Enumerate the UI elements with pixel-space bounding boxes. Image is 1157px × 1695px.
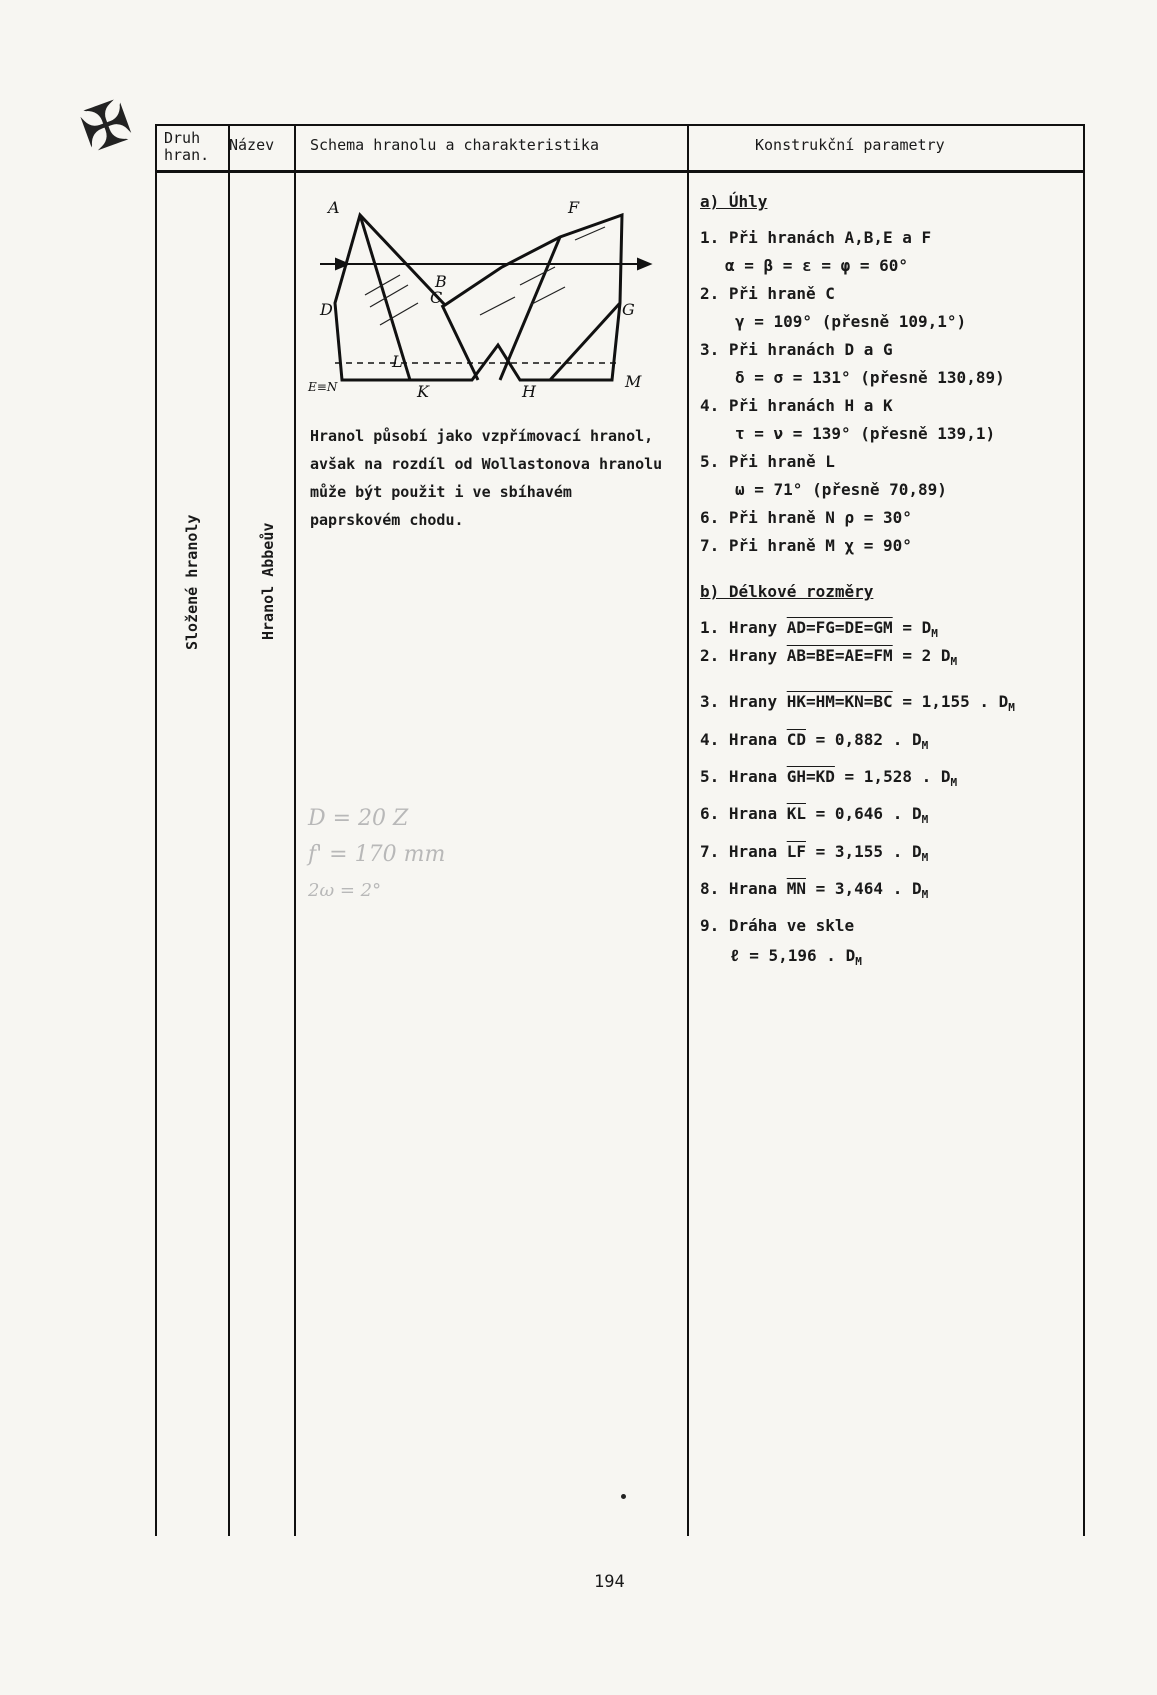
page-corner-mark: ✠ bbox=[71, 85, 141, 167]
ink-dot bbox=[621, 1494, 626, 1499]
length-label: Hrana bbox=[728, 730, 778, 749]
path-value-line bbox=[730, 946, 862, 968]
length-row-8 bbox=[700, 879, 928, 901]
length-num: 3. bbox=[700, 692, 720, 711]
length-value: = 2 D bbox=[902, 646, 951, 665]
length-num: 6. bbox=[700, 804, 720, 823]
header-nazev: Název bbox=[229, 136, 275, 154]
angle-line-3: 2. Při hraně C bbox=[700, 284, 835, 303]
label-B: B bbox=[435, 272, 447, 291]
length-edges: $\overline{MN}$ bbox=[786, 879, 806, 898]
length-sub: M bbox=[1008, 701, 1015, 714]
prism-diagram bbox=[308, 195, 670, 410]
label-H: H bbox=[522, 382, 536, 401]
pencil-note-1: D = 20 Z bbox=[308, 806, 409, 831]
length-label: Hrana bbox=[728, 842, 778, 861]
length-edges: HK=HM=KN=BC bbox=[786, 692, 893, 711]
length-row-6 bbox=[700, 804, 928, 826]
length-edges: AD=FG=DE=GM bbox=[786, 618, 893, 637]
length-row-1 bbox=[700, 618, 938, 640]
label-M: M bbox=[625, 372, 642, 391]
row-nazev-label: Hranol Abbeův bbox=[259, 522, 277, 640]
prism-outline bbox=[335, 215, 622, 380]
length-value: = 1,528 . D bbox=[844, 767, 951, 786]
col-border-2 bbox=[294, 124, 296, 1536]
angle-line-12: 7. Při hraně M χ = 90° bbox=[700, 536, 912, 555]
angle-line-2: α = β = ε = φ = 60° bbox=[725, 256, 909, 275]
length-sub: M bbox=[950, 776, 958, 789]
label-F: F bbox=[568, 198, 580, 217]
angle-line-11: 6. Při hraně N ρ = 30° bbox=[700, 508, 912, 527]
length-value: = D bbox=[902, 618, 932, 637]
length-edges: $\overline{CD}$ bbox=[786, 730, 806, 749]
length-num: 7. bbox=[700, 842, 720, 861]
angle-line-4: γ = 109° (přesně 109,1°) bbox=[735, 312, 967, 331]
page-number: 194 bbox=[594, 1572, 625, 1592]
angle-line-1: 1. Při hranách A,B,E a F bbox=[700, 228, 932, 247]
length-label: Hrana bbox=[728, 804, 778, 823]
length-num: 5. bbox=[700, 767, 720, 786]
length-sub: M bbox=[921, 813, 929, 826]
length-edges: $\overline{LF}$ bbox=[786, 842, 806, 861]
label-A: A bbox=[328, 198, 340, 217]
angle-line-5: 3. Při hranách D a G bbox=[700, 340, 893, 359]
length-edges: GH=KD bbox=[786, 767, 835, 786]
length-value: = 0,646 . D bbox=[815, 804, 922, 823]
length-num: 4. bbox=[700, 730, 720, 749]
angle-line-6: δ = σ = 131° (přesně 130,89) bbox=[735, 368, 1005, 387]
label-K: K bbox=[417, 382, 429, 401]
length-num: 2. bbox=[700, 646, 720, 665]
length-edges: $\overline{KL}$ bbox=[786, 804, 806, 823]
angle-line-9: 5. Při hraně L bbox=[700, 452, 835, 471]
lengths-heading: b) Délkové rozměry bbox=[700, 582, 874, 601]
length-label: Hrany bbox=[728, 646, 778, 665]
col-border-0 bbox=[155, 124, 157, 1536]
length-label: Hrany bbox=[728, 692, 778, 711]
length-sub: M bbox=[921, 739, 929, 752]
length-row-2 bbox=[700, 646, 957, 668]
col-border-4 bbox=[1083, 124, 1085, 1536]
length-sub: M bbox=[921, 851, 929, 864]
header-druh: Druh hran. bbox=[164, 129, 210, 164]
prism-inner-edge-3 bbox=[500, 237, 560, 380]
path-label: 9. Dráha ve skle bbox=[700, 916, 855, 935]
length-value: = 0,882 . D bbox=[815, 730, 922, 749]
length-label: Hrana bbox=[728, 767, 778, 786]
length-label: Hrany bbox=[728, 618, 778, 637]
label-C: C bbox=[430, 288, 443, 307]
length-num: 1. bbox=[700, 618, 720, 637]
label-D: D bbox=[320, 300, 333, 319]
length-num: 8. bbox=[700, 879, 720, 898]
length-row-5 bbox=[700, 767, 957, 789]
prism-inner-edge-4 bbox=[550, 303, 620, 380]
length-row-3 bbox=[700, 692, 1015, 714]
pencil-note-3: 2ω = 2° bbox=[308, 880, 382, 901]
angle-line-8: τ = ν = 139° (přesně 139,1) bbox=[735, 424, 996, 443]
label-L: L bbox=[392, 352, 403, 371]
row-druh-label: Složené hranoly bbox=[183, 514, 201, 650]
prism-inner-edge bbox=[442, 305, 478, 380]
angle-line-10: ω = 71° (přesně 70,89) bbox=[735, 480, 947, 499]
length-label: Hrana bbox=[728, 879, 778, 898]
length-sub: M bbox=[950, 655, 958, 668]
length-edges: AB=BE=AE=FM bbox=[786, 646, 893, 665]
length-row-4 bbox=[700, 730, 928, 752]
header-schema: Schema hranolu a charakteristika bbox=[310, 136, 599, 154]
pencil-note-2: f' = 170 mm bbox=[308, 842, 446, 867]
prism-description: Hranol působí jako vzpřímovací hranol, avšak na rozdíl od Wollastonova hranolu může být použit i ve sbíhavém paprskovém chodu. bbox=[310, 427, 663, 529]
label-EN: E≡N bbox=[308, 380, 338, 394]
length-value: = 1,155 . D bbox=[902, 692, 1009, 711]
length-row-7 bbox=[700, 842, 928, 864]
angle-line-7: 4. Při hranách H a K bbox=[700, 396, 893, 415]
col-border-1 bbox=[228, 124, 230, 1536]
col-border-3 bbox=[687, 124, 689, 1536]
label-G: G bbox=[622, 300, 635, 319]
header-parametry: Konstrukční parametry bbox=[755, 136, 945, 154]
length-value: = 3,464 . D bbox=[815, 879, 922, 898]
length-sub: M bbox=[921, 888, 929, 901]
length-value: = 3,155 . D bbox=[815, 842, 922, 861]
length-sub: M bbox=[931, 627, 938, 640]
path-value: ℓ = 5,196 . D bbox=[730, 946, 856, 965]
angles-heading: a) Úhly bbox=[700, 192, 768, 211]
path-sub: M bbox=[855, 955, 862, 968]
